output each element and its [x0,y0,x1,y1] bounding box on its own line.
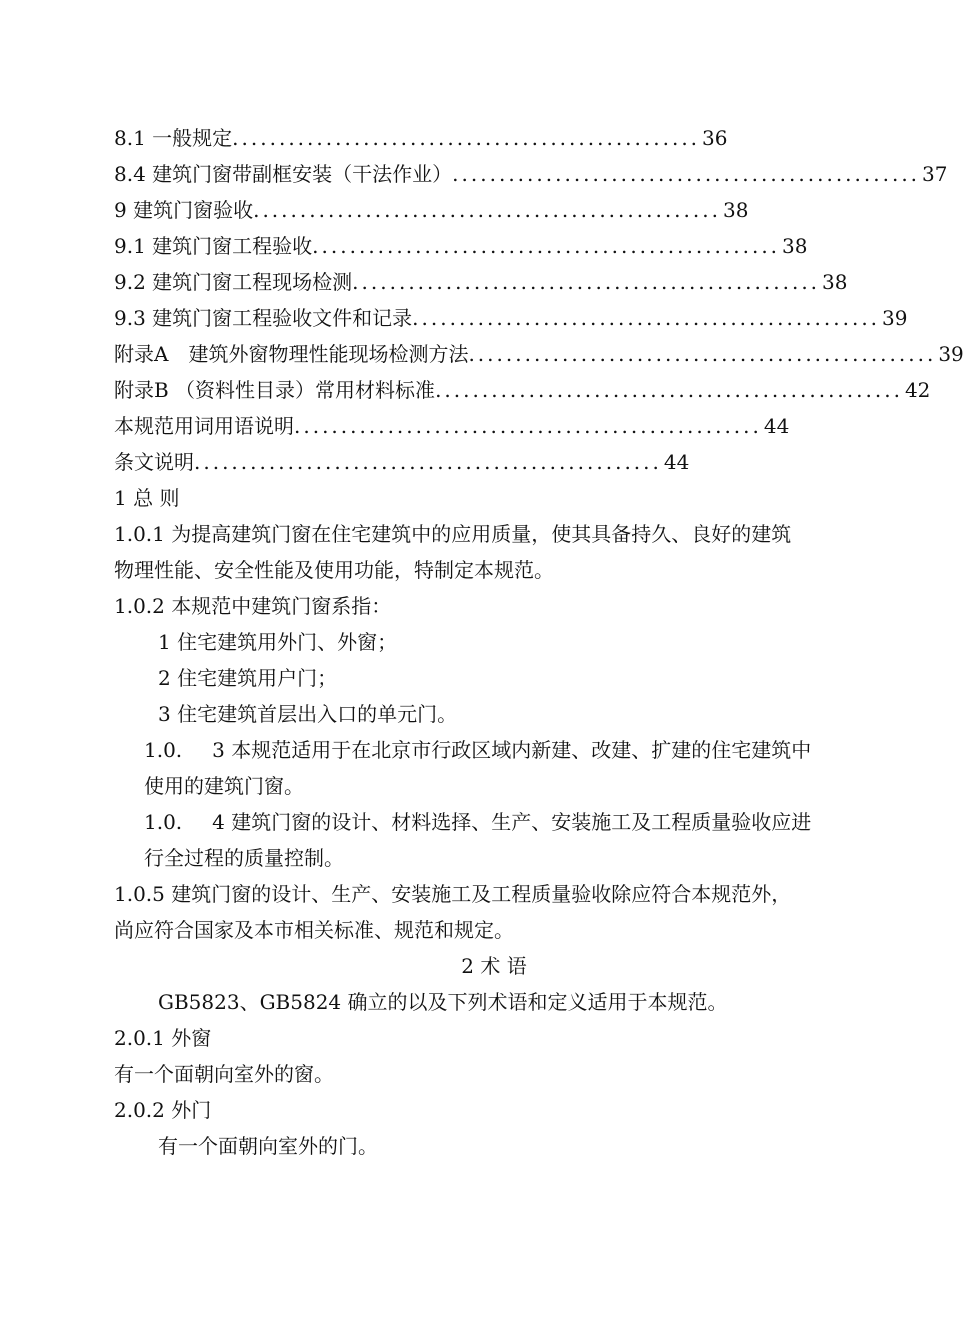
toc-entry-title: 附录A 建筑外窗物理性能现场检测方法 [114,342,469,366]
toc-leader-dots: .................................................. [232,126,701,150]
toc-entry-page: 39 [882,306,908,330]
toc-leader-dots: .................................................. [352,270,821,294]
clause-1-0-3-line-2: 使用的建筑门窗。 [144,774,304,798]
clause-1-0-3-number: 1.0. [144,738,183,762]
clause-1-0-4-number: 1.0. [144,810,183,834]
clause-1-0-2: 1.0.2 本规范中建筑门窗系指： [114,594,392,618]
clause-1-0-2-item-2: 2 住宅建筑用户门； [158,666,338,690]
chapter-1-heading: 1 总 则 [114,486,180,510]
toc-entry-title: 8.1 一般规定 [114,126,233,150]
toc-entry-page: 38 [722,198,749,222]
toc-entry-title: 9.2 建筑门窗工程现场检测 [114,270,353,294]
toc-entry-title: 附录B （资料性目录）常用材料标准 [114,378,436,402]
toc-entry[interactable] [114,300,908,336]
toc-leader-dots: .................................................. [294,414,762,438]
toc-entry[interactable] [114,372,931,408]
term-2-0-1-heading: 2.0.1 外窗 [114,1026,212,1050]
clause-1-0-2-item-1: 1 住宅建筑用外门、外窗； [158,630,398,654]
table-of-contents [114,120,964,480]
clause-1-0-4-line-2: 行全过程的质量控制。 [144,846,344,870]
toc-entry[interactable] [114,336,964,372]
clause-1-0-5-line-1: 1.0.5 建筑门窗的设计、生产、安装施工及工程质量验收除应符合本规范外， [114,882,792,906]
toc-leader-dots: .................................................. [468,342,937,366]
clause-1-0-3-line-1 [114,732,874,768]
toc-leader-dots: .................................................. [194,450,662,474]
toc-entry-title: 9.3 建筑门窗工程验收文件和记录 [114,306,413,330]
toc-entry-page: 38 [822,270,848,294]
toc-leader-dots: .................................................. [312,234,781,258]
toc-entry-page: 38 [782,234,808,258]
toc-entry-title: 9 建筑门窗验收 [114,198,254,222]
toc-entry-page: 42 [904,378,931,402]
clause-1-0-3-text: 3 本规范适用于在北京市行政区域内新建、改建、扩建的住宅建筑中 [212,738,812,762]
toc-entry[interactable] [114,192,749,228]
toc-entry[interactable] [114,156,948,192]
toc-entry-page: 44 [663,450,690,474]
toc-entry[interactable] [114,264,848,300]
chapter-2-intro: GB5823、GB5824 确立的以及下列术语和定义适用于本规范。 [158,990,728,1014]
toc-entry-title: 条文说明 [114,450,194,474]
toc-entry-page: 39 [938,342,964,366]
toc-entry-title: 8.4 建筑门窗带副框安装（干法作业） [114,162,453,186]
clause-1-0-4-text: 4 建筑门窗的设计、材料选择、生产、安装施工及工程质量验收应进 [212,810,812,834]
toc-leader-dots: .................................................. [452,162,921,186]
chapter-2-heading: 2 术 语 [461,954,527,978]
clause-1-0-4-line-1 [114,804,874,840]
toc-entry[interactable] [114,408,790,444]
toc-entry-page: 36 [702,126,728,150]
clause-1-0-1-line-1: 1.0.1 为提高建筑门窗在住宅建筑中的应用质量，使其具备持久、良好的建筑 [114,522,792,546]
clause-1-0-1-line-2: 物理性能、安全性能及使用功能，特制定本规范。 [114,558,554,582]
toc-entry-title: 本规范用词用语说明 [114,414,294,438]
toc-entry[interactable] [114,228,808,264]
toc-entry-page: 44 [763,414,790,438]
toc-entry[interactable] [114,120,728,156]
term-2-0-2-definition: 有一个面朝向室外的门。 [158,1134,378,1158]
term-2-0-2-heading: 2.0.2 外门 [114,1098,212,1122]
clause-1-0-5-line-2: 尚应符合国家及本市相关标准、规范和规定。 [114,918,514,942]
toc-entry[interactable] [114,444,690,480]
document-body [114,480,874,1164]
term-2-0-1-definition: 有一个面朝向室外的窗。 [114,1062,334,1086]
toc-entry-title: 9.1 建筑门窗工程验收 [114,234,313,258]
toc-entry-page: 37 [922,162,948,186]
clause-1-0-2-item-3: 3 住宅建筑首层出入口的单元门。 [158,702,458,726]
toc-leader-dots: .................................................. [412,306,881,330]
toc-leader-dots: .................................................. [253,198,721,222]
toc-leader-dots: .................................................. [435,378,903,402]
